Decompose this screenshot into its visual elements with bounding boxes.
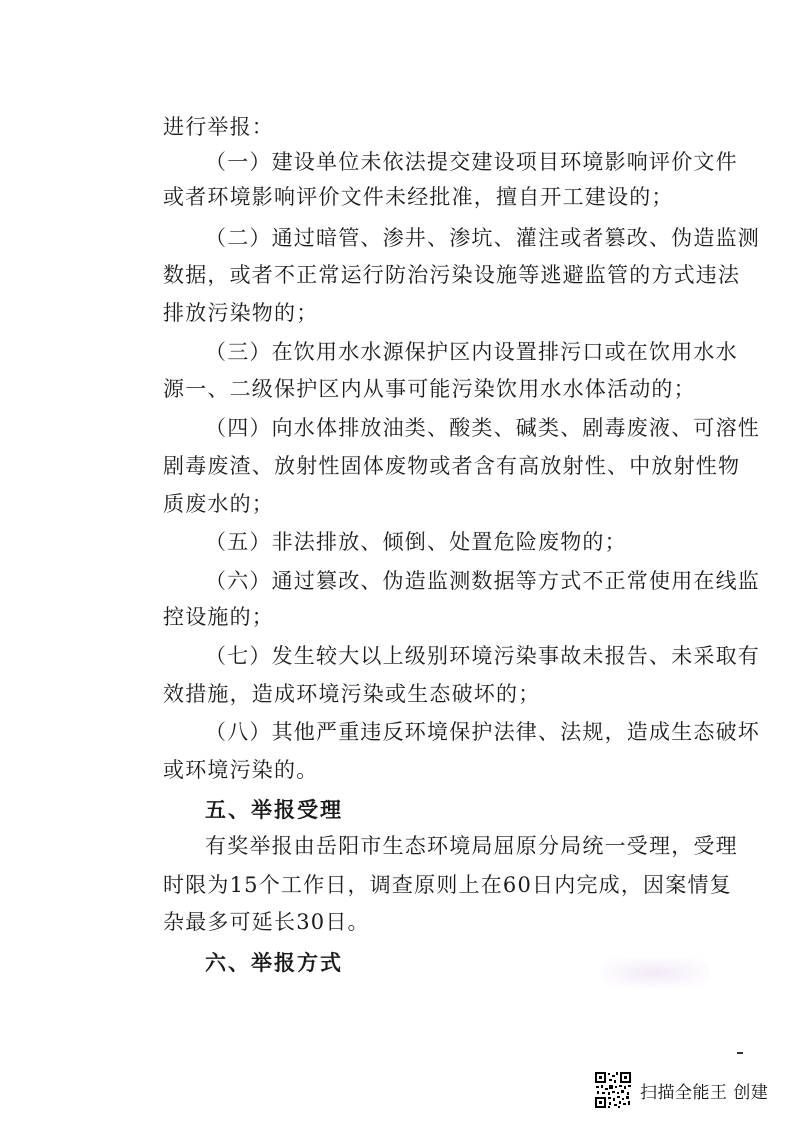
- text-line-item-4-cont: 剧毒废渣、放射性固体废物或者含有高放射性、中放射性物: [163, 454, 741, 478]
- text-line-item-4-cont2: 质废水的；: [163, 492, 274, 516]
- text-line-item-1: （一）建设单位未依法提交建设项目环境影响评价文件: [205, 150, 738, 174]
- scanner-watermark: [594, 1070, 768, 1110]
- section-heading-5: 五、举报受理: [205, 798, 343, 822]
- text-line-item-8-cont: 或环境污染的。: [163, 758, 319, 782]
- text-line-intro: 进行举报：: [163, 115, 274, 139]
- text-line-item-6: （六）通过篡改、伪造监测数据等方式不正常使用在线监: [205, 569, 760, 593]
- text-line-item-4: （四）向水体排放油类、酸类、碱类、剧毒废液、可溶性: [205, 416, 760, 440]
- qr-code-icon: [594, 1071, 632, 1109]
- text-line-section-5-cont2: 杂最多可延长30日。: [163, 910, 370, 934]
- text-line-item-7: （七）发生较大以上级别环境污染事故未报告、未采取有: [205, 644, 760, 668]
- text-line-item-7-cont: 效措施，造成环境污染或生态破坏的；: [163, 682, 541, 706]
- text-line-item-8: （八）其他严重违反环境保护法律、法规，造成生态破坏: [205, 720, 760, 744]
- text-line-section-5: 有奖举报由岳阳市生态环境局屈原分局统一受理，受理: [205, 834, 738, 858]
- text-line-item-2: （二）通过暗管、渗井、渗坑、灌注或者篡改、伪造监测: [205, 226, 760, 250]
- text-line-item-5: （五）非法排放、倾倒、处置危险废物的；: [205, 530, 627, 554]
- scanner-app-label: 扫描全能王 创建: [640, 1082, 769, 1103]
- text-line-item-3-cont: 源一、二级保护区内从事可能污染饮用水水体活动的；: [163, 377, 696, 401]
- section-heading-6: 六、举报方式: [205, 951, 343, 975]
- scan-smudge: [600, 958, 710, 988]
- text-line-item-2-cont: 数据，或者不正常运行防治污染设施等逃避监管的方式违法: [163, 263, 741, 287]
- text-line-section-5-cont: 时限为15个工作日，调查原则上在60日内完成，因案情复: [163, 873, 732, 897]
- text-line-item-6-cont: 控设施的；: [163, 605, 274, 629]
- text-line-item-3: （三）在饮用水水源保护区内设置排污口或在饮用水水: [205, 340, 738, 364]
- text-line-item-2-cont2: 排放污染物的；: [163, 301, 319, 325]
- text-line-item-1-cont: 或者环境影响评价文件未经批准，擅自开工建设的；: [163, 185, 674, 209]
- scan-mark: [737, 1052, 743, 1054]
